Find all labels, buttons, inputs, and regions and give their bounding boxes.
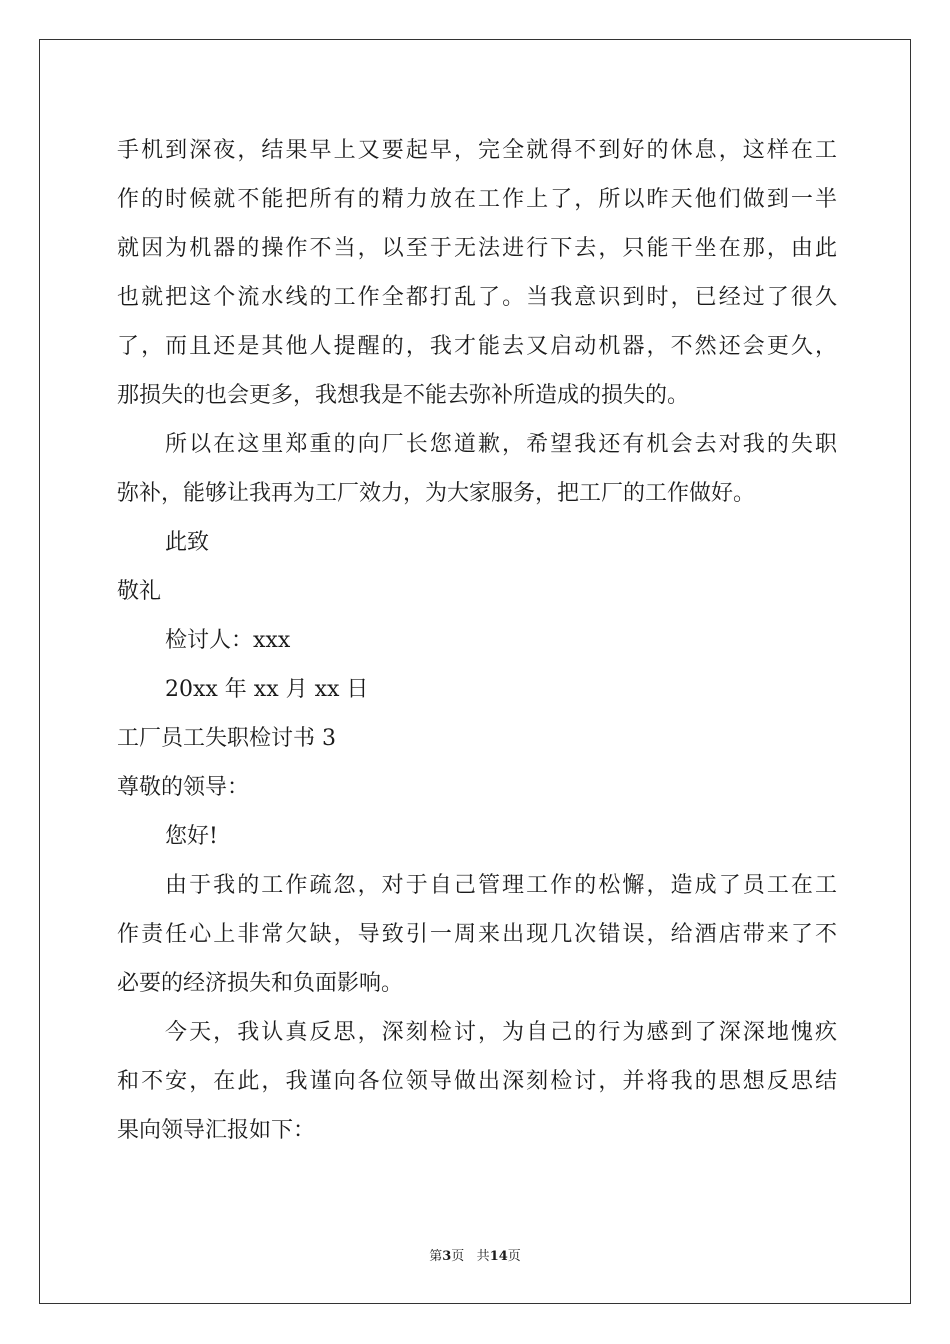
text-line: 作的时候就不能把所有的精力放在工作上了，所以昨天他们做到一半	[117, 187, 837, 212]
document-body	[117, 126, 837, 1155]
text-line: 那损失的也会更多，我想我是不能去弥补所造成的损失的。	[117, 383, 690, 408]
paragraph-start: 所以在这里郑重的向厂长您道歉，希望我还有机会去对我的失职	[165, 432, 837, 457]
salutation: 尊敬的领导：	[117, 775, 250, 800]
total-prefix: 共	[476, 1249, 490, 1264]
greeting: 您好!	[165, 824, 218, 849]
text-line: 作责任心上非常欠缺，导致引一周来出现几次错误，给酒店带来了不	[117, 922, 837, 947]
text-line: 必要的经济损失和负面影响。	[117, 971, 404, 996]
page-suffix: 页	[451, 1249, 465, 1264]
closing-salutation: 此致	[165, 530, 210, 555]
total-pages: 14	[489, 1249, 508, 1264]
text-line: 弥补，能够让我再为工厂效力，为大家服务，把工厂的工作做好。	[117, 481, 756, 506]
page-footer	[0, 1245, 950, 1264]
text-line: 手机到深夜，结果早上又要起早，完全就得不到好的休息，这样在工	[117, 138, 837, 163]
page-number: 3	[442, 1249, 452, 1264]
paragraph-start: 今天，我认真反思，深刻检讨，为自己的行为感到了深深地愧疚	[165, 1020, 837, 1045]
text-line: 果向领导汇报如下：	[117, 1118, 316, 1143]
section-title: 工厂员工失职检讨书 3	[117, 726, 336, 751]
signature: 检讨人：xxx	[165, 628, 291, 653]
text-line: 也就把这个流水线的工作全都打乱了。当我意识到时，已经过了很久	[117, 285, 837, 310]
paragraph-start: 由于我的工作疏忽，对于自己管理工作的松懈，造成了员工在工	[165, 873, 837, 898]
closing-regards: 敬礼	[117, 579, 162, 604]
text-line: 了，而且还是其他人提醒的，我才能去又启动机器，不然还会更久，	[117, 334, 837, 359]
total-suffix: 页	[507, 1249, 521, 1264]
date-line: 20xx 年 xx 月 xx 日	[165, 677, 369, 702]
page-prefix: 第	[429, 1249, 443, 1264]
text-line: 就因为机器的操作不当，以至于无法进行下去，只能干坐在那，由此	[117, 236, 837, 261]
text-line: 和不安，在此，我谨向各位领导做出深刻检讨，并将我的思想反思结	[117, 1069, 837, 1094]
